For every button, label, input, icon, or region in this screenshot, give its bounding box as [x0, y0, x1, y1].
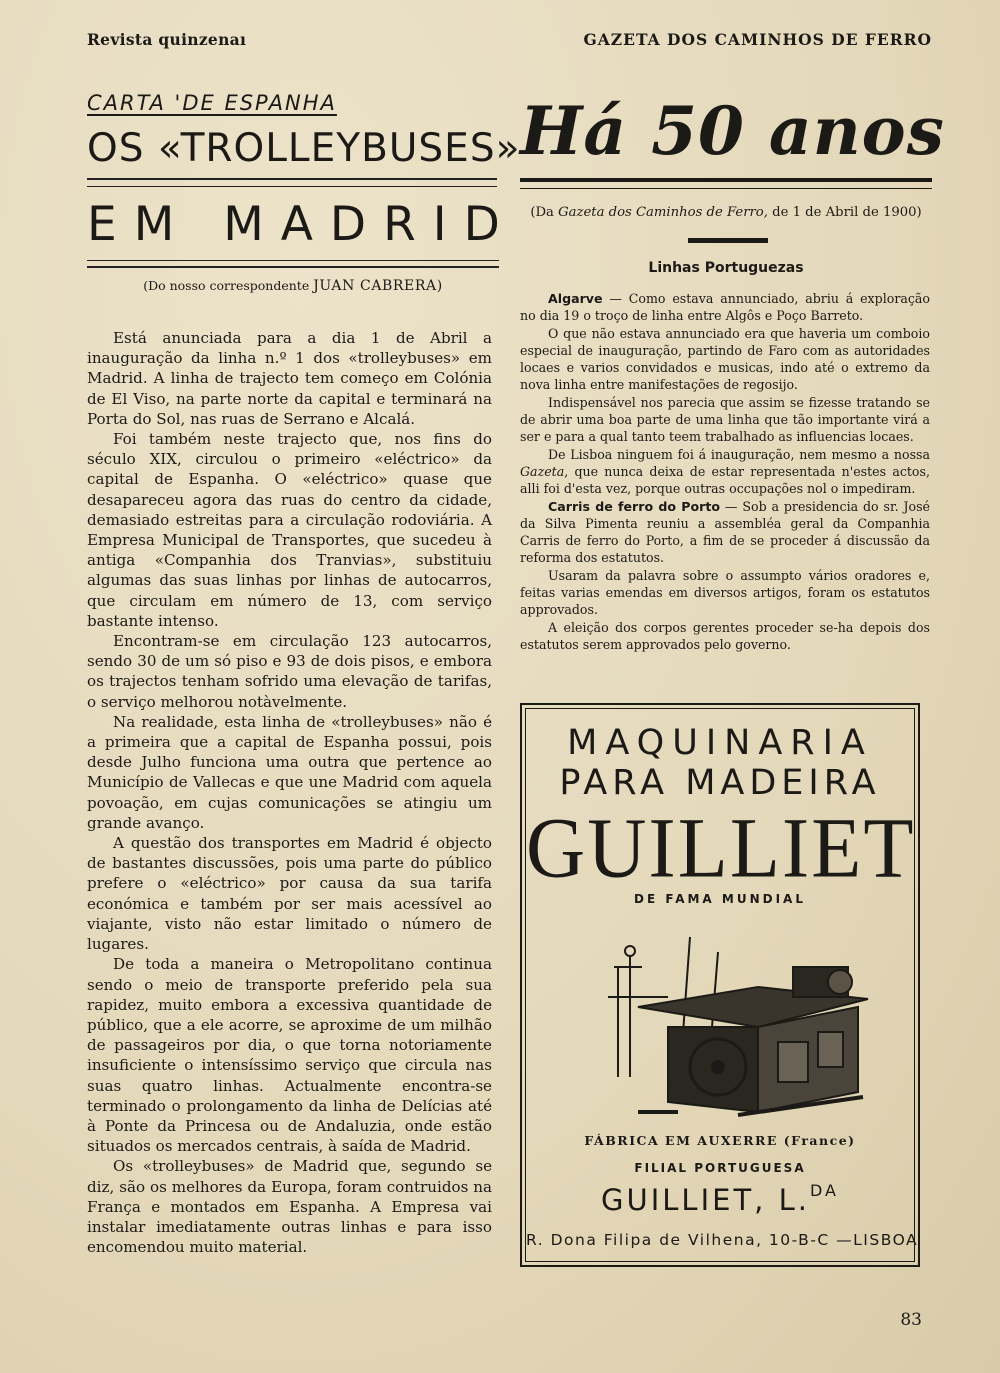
- article-paragraph: Os «trolleybuses» de Madrid que, segundo se diz, são os melhores da Europa, foram contruidos na França e montados em Espanha. A Empresa vai instalar imediatamente outras linhas e para isso encomendou muito material.: [87, 1157, 492, 1257]
- history-text: — Sob a presidencia do sr. José da Silva Pimenta reuniu a assembléa geral da Companhia Carris de ferro do Porto, a fim de se proceder á discussão da reforma dos estatutos.: [520, 498, 930, 566]
- history-rule: [520, 178, 932, 182]
- title-rule: [87, 260, 499, 261]
- byline-prefix: (Do nosso correspondente: [143, 278, 310, 293]
- article-paragraph: Na realidade, esta linha de «trolleybuses» não é a primeira que a capital de Espanha possui, pois desde Julho funciona uma outra que pertence ao Município de Vallecas e que une Madrid com aquela povoação, em cujas comunicações se atingiu um grande avanço.: [87, 712, 492, 832]
- running-header-right: GAZETA DOS CAMINHOS DE FERRO: [583, 30, 932, 49]
- article-byline: [87, 278, 499, 294]
- history-paragraph: Usaram da palavra sobre o assumpto vários oradores e, feitas varias emendas em diversos artigos, foram os estatutos approvados.: [520, 567, 930, 618]
- history-keyword: Carris de ferro do Porto: [548, 498, 721, 514]
- history-rule: [520, 188, 932, 189]
- company-suffix: DA: [809, 1181, 839, 1200]
- advert-company: [526, 1183, 914, 1217]
- advert-line1: MAQUINARIA: [567, 723, 873, 763]
- source-italic: Gazeta dos Caminhos de Ferro,: [558, 205, 768, 220]
- woodworking-machine-illustration: [578, 927, 878, 1123]
- history-text: De Lisboa ninguem foi á inauguração, nem mesmo a nossa: [548, 446, 930, 462]
- source-post: de 1 de Abril de 1900): [767, 205, 922, 220]
- advert-factory: FÁBRICA EM AUXERRE (France): [584, 1133, 856, 1148]
- advert-line2: PARA MADEIRA: [559, 763, 881, 803]
- article-body: [87, 328, 492, 1257]
- advert-address: R. Dona Filipa de Vilhena, 10-B-C —LISBOA: [526, 1231, 919, 1249]
- title-rule: [87, 178, 497, 180]
- company-name: GUILLIET, L.: [601, 1183, 810, 1217]
- article-paragraph: Está anunciada para a dia 1 de Abril a inauguração da linha n.º 1 dos «trolleybuses» em Madrid. A linha de trajecto tem começo em Colónia de El Viso, na parte norte da capital e terminará na Porta do Sol, nas ruas de Serrano e Alcalá.: [87, 329, 492, 428]
- advertisement: [520, 703, 920, 1267]
- article-paragraph: Encontram-se em circulação 123 autocarros, sendo 30 de um só piso e 93 de dois pisos, e embora os trajectos tenham sofrido uma elevação de tarifas, o serviço melhorou notàvelmente.: [87, 632, 492, 711]
- article-paragraph: A questão dos transportes em Madrid é objecto de bastantes discussões, pois uma parte do público prefere o «eléctrico» por causa da sua tarifa económica e também por ser mais acessível ao viajante, visto não estar limitado o número de lugares.: [87, 834, 492, 954]
- title-rule: [87, 266, 499, 268]
- history-paragraph: O que não estava annunciado era que haveria um comboio especial de inauguração, partindo de Faro com as autoridades locaes e varios convidados e musicas, indo até o extremo da nova linha entre manifestações de regosijo.: [520, 325, 930, 393]
- history-text: — Como estava annunciado, abriu á exploração no dia 19 o troço de linha entre Algôs e Poço Barreto.: [520, 291, 930, 324]
- article-paragraph: De toda a maneira o Metropolitano continua sendo o meio de transporte preferido pela sua rapidez, muito embora a excessiva quantidade de público, que a ele acorre, se aproxime de um milhão de passageiros por dia, o que torna notoriamente insuficiente o intensíssimo serviço que circula nas suas quatro linhas. Actualmente encontra-se terminado o prolongamento da linha de Delícias até à Ponte da Princesa ou de Andaluzia, onde estão situados os mercados centrais, à saída de Madrid.: [87, 955, 492, 1156]
- advert-tagline: DE FAMA MUNDIAL: [634, 892, 806, 906]
- section-divider: [688, 238, 768, 243]
- history-paragraph: [520, 446, 930, 498]
- article-paragraph: Foi também neste trajecto que, nos fins do século XIX, circulou o primeiro «eléctrico» da capital de Espanha. O «eléctrico» quase que desapareceu agora das ruas do centro da cidade, demasiado estreitas para a circulação rodoviária. A Empresa Municipal de Transportes, que sucedeu à antiga «Companhia dos Tranvias», substituiu algumas das suas linhas por linhas de autocarros, que circulam em número de 13, com serviço bastante intenso.: [87, 430, 492, 630]
- history-paragraph: A eleição dos corpos gerentes proceder se-ha depois dos estatutos serem approvados pelo governo.: [520, 619, 930, 652]
- article-kicker: CARTA 'DE ESPANHA: [87, 91, 337, 115]
- source-pre: (Da: [530, 205, 559, 220]
- history-italic: Gazeta: [520, 463, 565, 479]
- advert-branch: FILIAL PORTUGUESA: [634, 1161, 806, 1175]
- history-title: Há 50 anos: [520, 92, 945, 170]
- running-header-left: Revista quinzenaı: [87, 30, 247, 49]
- history-paragraph: [520, 498, 930, 567]
- history-source: [520, 205, 932, 220]
- page-number: 83: [900, 1310, 922, 1330]
- history-body: [520, 290, 930, 653]
- article-title-line2: EM MADRID: [87, 197, 517, 252]
- title-rule: [87, 186, 497, 187]
- history-section-title: Linhas Portuguezas: [648, 260, 804, 276]
- advert-inner-frame: [525, 708, 919, 1262]
- article-title-line1: OS «TROLLEYBUSES»: [87, 126, 521, 171]
- byline-name: JUAN CABRERA): [313, 278, 443, 294]
- history-keyword: Algarve: [548, 291, 603, 306]
- history-paragraph: Indispensável nos parecia que assim se fizesse tratando se de abrir uma boa parte de uma linha que tão importante virá a ser e para a qual tanto teem trabalhado as influencias locaes.: [520, 394, 930, 445]
- history-text: , que nunca deixa de estar representada n'estes actos, alli foi d'esta vez, porque outras occupações nol o impediram.: [520, 463, 930, 497]
- history-paragraph: [520, 290, 930, 325]
- advert-brand: GUILLIET: [526, 799, 916, 896]
